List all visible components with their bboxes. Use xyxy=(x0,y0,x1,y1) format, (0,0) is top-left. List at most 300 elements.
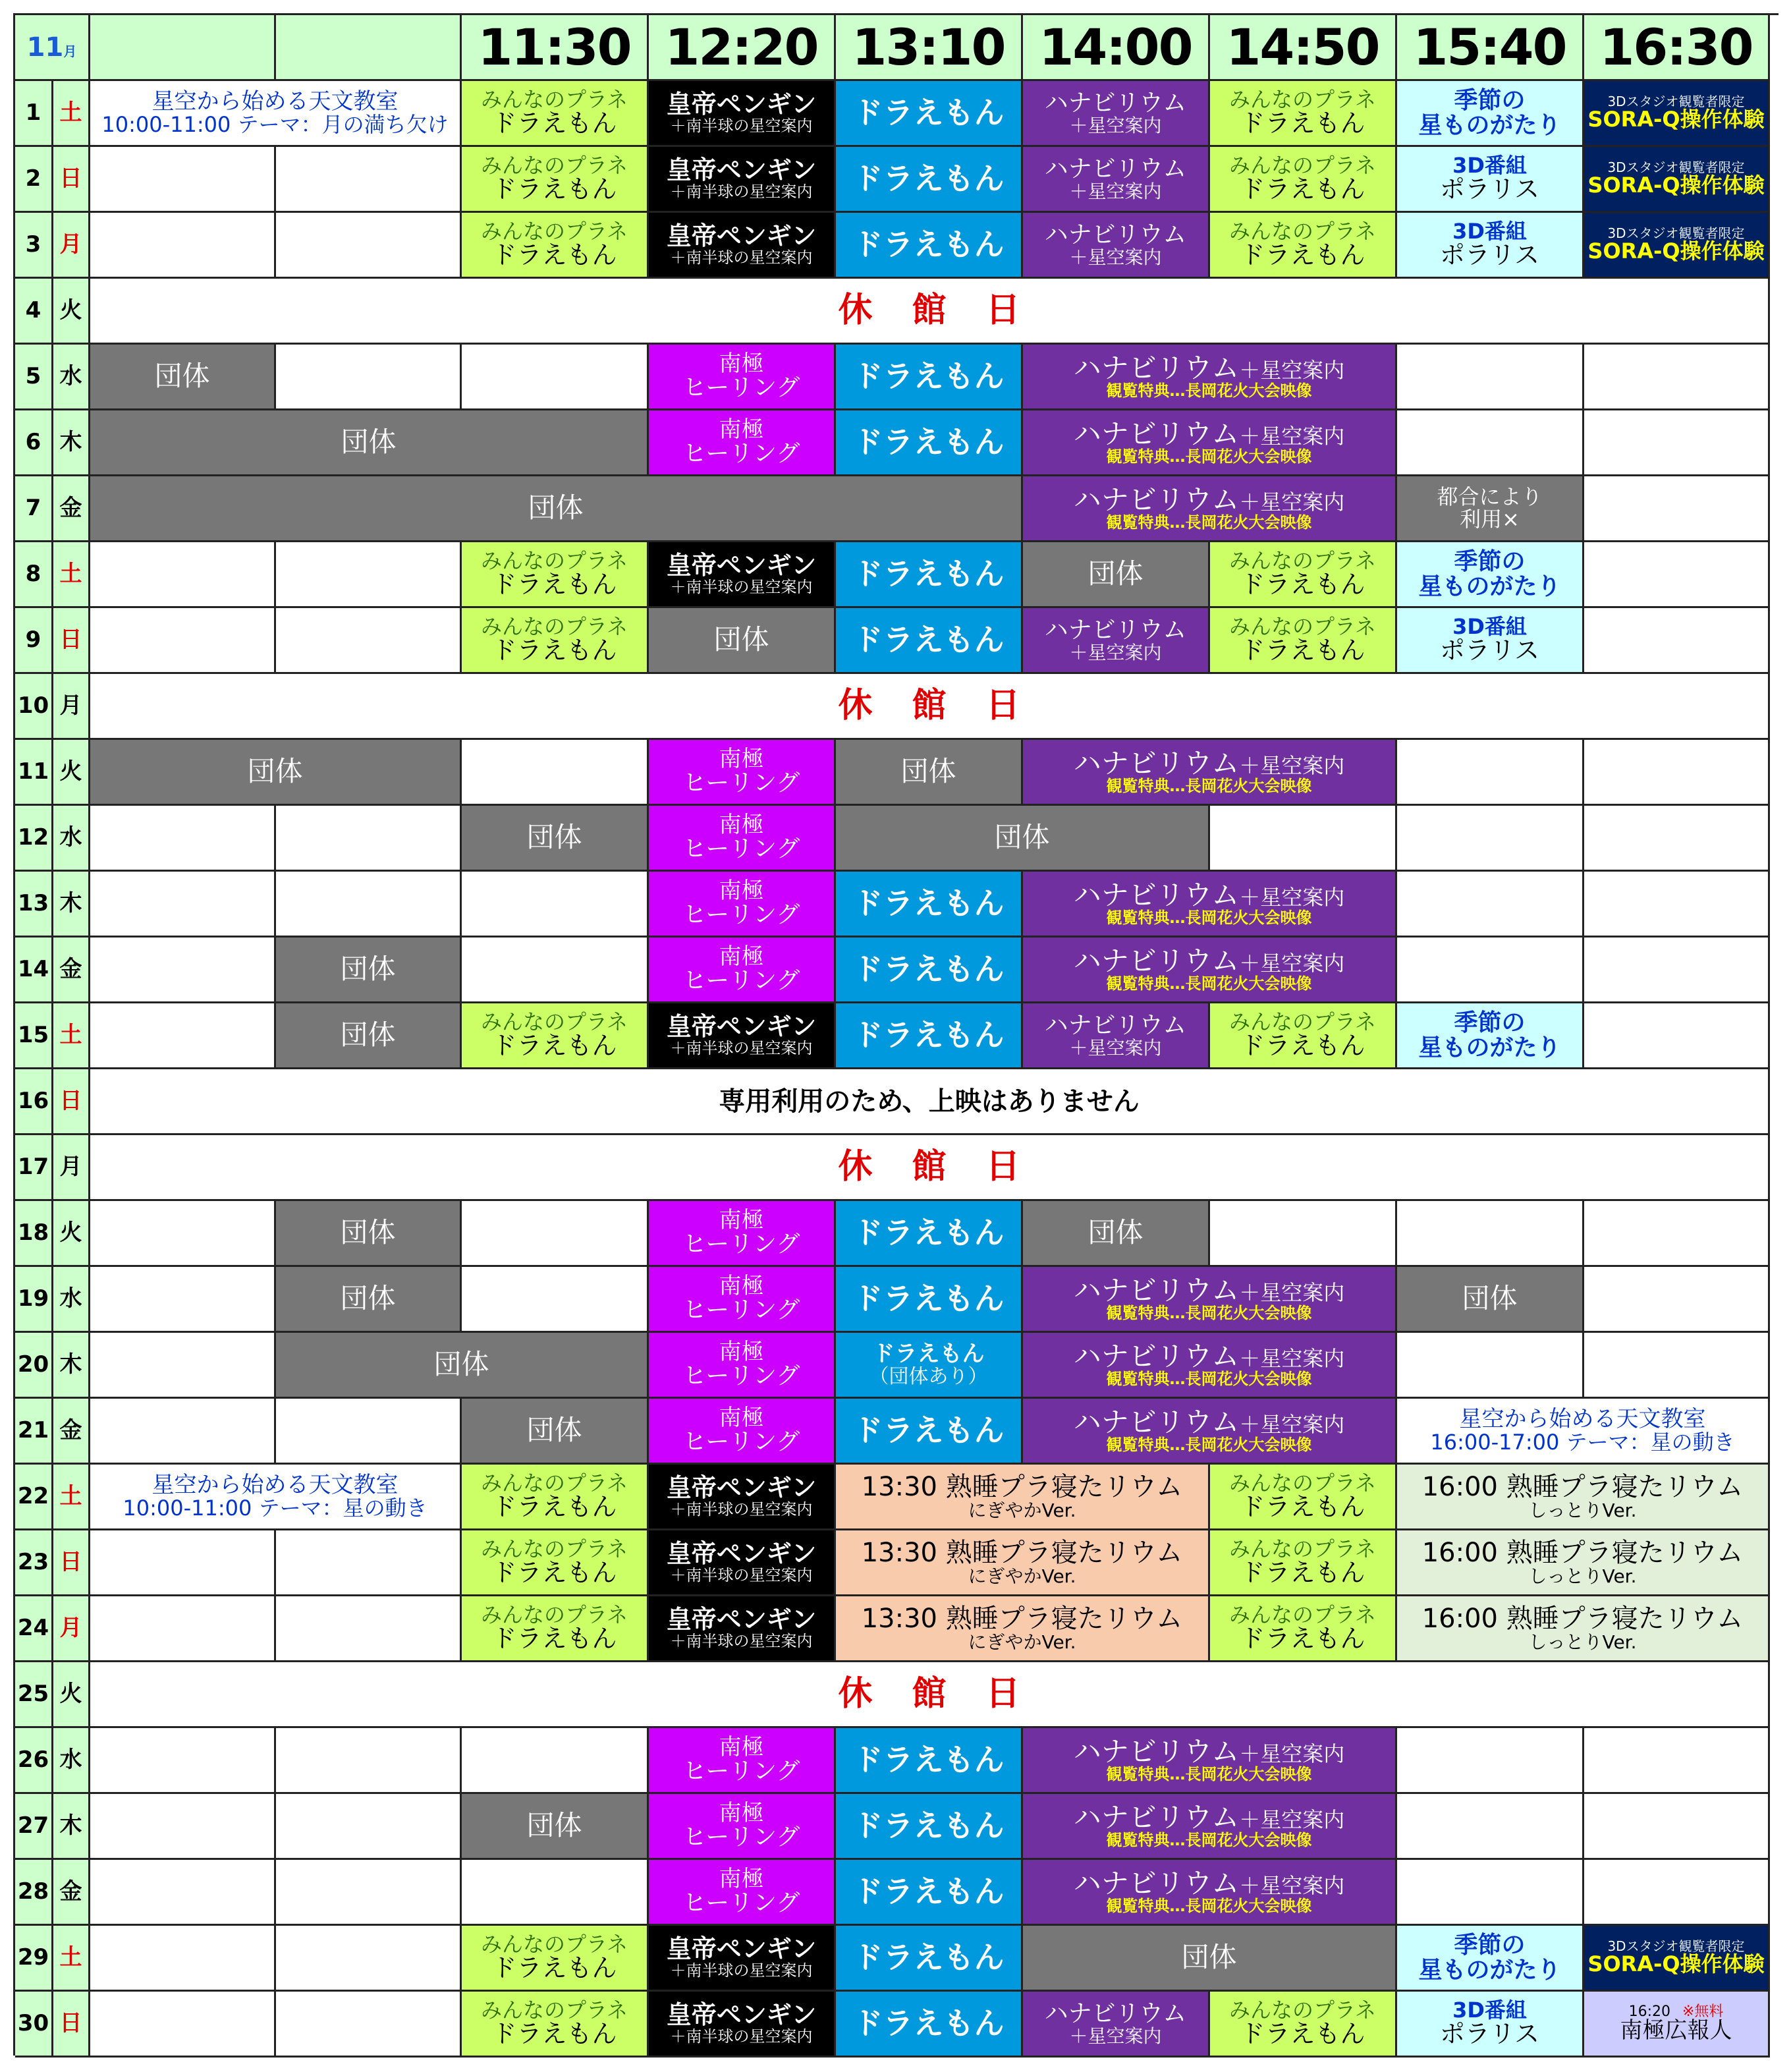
program-title: 3D番組 xyxy=(1452,152,1527,178)
program-title: ドラえもん xyxy=(852,424,1005,461)
program-hana-wide xyxy=(1023,1399,1397,1465)
program-group: 団体 xyxy=(1023,542,1210,608)
empty-slot xyxy=(90,1596,276,1662)
program-subtitle: 16:00-17:00 テーマ：星の動き xyxy=(1430,1429,1735,1455)
month-header xyxy=(15,15,90,81)
program-hana xyxy=(1023,213,1210,279)
program-title: 皇帝ペンギン xyxy=(666,1604,817,1634)
day-number: 6 xyxy=(15,410,53,476)
program-title: 皇帝ペンギン xyxy=(666,1011,817,1041)
program-subtitle: 星ものがたり xyxy=(1418,573,1561,600)
program-subtitle: ポラリス xyxy=(1439,636,1540,665)
program-subtitle: ＋南半球の星空案内 xyxy=(670,116,813,135)
program-emperor xyxy=(649,542,836,608)
program-hana-wide xyxy=(1023,872,1397,938)
day-number: 28 xyxy=(15,1860,53,1926)
weekday: 土 xyxy=(53,1926,90,1992)
program-title: 13:30 熟睡プラ寝たリウム xyxy=(861,1537,1183,1568)
program-group: 団体 xyxy=(1023,1201,1210,1267)
program-suimin-a xyxy=(836,1465,1210,1530)
program-suimin-b xyxy=(1397,1596,1770,1662)
weekday: 火 xyxy=(53,1201,90,1267)
program-extra: ＋星空案内 xyxy=(1239,1345,1345,1371)
empty-slot xyxy=(1584,1201,1770,1267)
empty-slot xyxy=(1397,1728,1584,1794)
empty-slot xyxy=(90,938,276,1003)
program-title: みんなのプラネ xyxy=(480,218,628,244)
day-number: 9 xyxy=(15,608,53,674)
program-suimin-a xyxy=(836,1530,1210,1596)
program-title: 16:00 熟睡プラ寝たリウム xyxy=(1421,1537,1744,1568)
day-number: 27 xyxy=(15,1794,53,1860)
program-hana-wide xyxy=(1023,1267,1397,1333)
program-subtitle: ドラえもん xyxy=(491,636,617,665)
program-subtitle: ドラえもん xyxy=(491,1558,617,1588)
day-number: 29 xyxy=(15,1926,53,1992)
program-title: 3Dスタジオ観覧者限定 xyxy=(1607,1938,1745,1955)
program-subtitle: ヒーリング xyxy=(682,1297,800,1324)
empty-slot xyxy=(1584,1860,1770,1926)
program-minna xyxy=(1210,1465,1397,1530)
program-start: 16:20 xyxy=(1628,2003,1670,2021)
program-subtitle: ＋南半球の星空案内 xyxy=(670,577,813,596)
program-nankyoku xyxy=(649,1399,836,1465)
program-title: 皇帝ペンギン xyxy=(666,2000,817,2029)
program-name: ハナビリウム xyxy=(1073,878,1240,911)
program-name: ハナビリウム xyxy=(1073,944,1240,977)
program-nankyoku xyxy=(649,1860,836,1926)
program-title: ハナビリウム xyxy=(1044,89,1187,117)
program-title: みんなのプラネ xyxy=(1228,547,1377,573)
empty-slot xyxy=(1397,345,1584,410)
program-group: 団体 xyxy=(276,1003,462,1069)
program-title: ドラえもん xyxy=(852,95,1005,131)
program-subtitle: ドラえもん xyxy=(1240,1031,1365,1061)
program-extra: ＋星空案内 xyxy=(1239,1279,1345,1305)
program-extra: ＋星空案内 xyxy=(1239,950,1345,976)
empty-slot xyxy=(276,542,462,608)
empty-slot xyxy=(462,938,649,1003)
program-subtitle: ポラリス xyxy=(1439,2019,1540,2049)
program-title: ハナビリウム xyxy=(1044,616,1187,644)
program-title: 南極 xyxy=(719,1404,764,1431)
empty-slot xyxy=(462,740,649,806)
program-emperor xyxy=(649,1596,836,1662)
program-subtitle: SORA-Q操作体験 xyxy=(1587,238,1765,264)
weekday: 木 xyxy=(53,410,90,476)
empty-slot xyxy=(1397,806,1584,872)
program-subtitle: ＋南半球の星空案内 xyxy=(670,1565,813,1584)
day-number: 22 xyxy=(15,1465,53,1530)
program-unavailable xyxy=(1397,476,1584,542)
program-title: 季節の xyxy=(1454,547,1526,575)
empty-slot xyxy=(276,1992,462,2058)
program-minna xyxy=(462,1926,649,1992)
program-subtitle: ヒーリング xyxy=(682,1428,800,1456)
empty-slot xyxy=(1397,1201,1584,1267)
empty-slot xyxy=(276,872,462,938)
program-title: 南極 xyxy=(719,1272,764,1299)
empty-slot xyxy=(276,1530,462,1596)
program-soraq xyxy=(1584,81,1770,147)
empty-slot xyxy=(90,872,276,938)
program-season xyxy=(1397,81,1584,147)
program-dora xyxy=(836,1860,1023,1926)
program-subtitle: ヒーリング xyxy=(682,1362,800,1390)
program-minna xyxy=(1210,213,1397,279)
program-subtitle: ヒーリング xyxy=(682,440,800,468)
program-dora xyxy=(836,1926,1023,1992)
empty-slot xyxy=(462,1201,649,1267)
program-extra: ＋星空案内 xyxy=(1239,1411,1345,1437)
empty-slot xyxy=(276,1728,462,1794)
program-soraq xyxy=(1584,147,1770,213)
program-title: みんなのプラネ xyxy=(1228,1997,1377,2023)
program-extra: ＋星空案内 xyxy=(1239,423,1345,449)
program-hana xyxy=(1023,1992,1210,2058)
program-title: 皇帝ペンギン xyxy=(666,89,817,119)
program-subtitle: ドラえもん xyxy=(491,109,617,138)
program-season xyxy=(1397,542,1584,608)
program-title xyxy=(1073,878,1345,911)
program-title: 皇帝ペンギン xyxy=(666,221,817,250)
program-title: ドラえもん xyxy=(872,1340,985,1367)
day-number: 8 xyxy=(15,542,53,608)
program-title: 南極 xyxy=(719,1799,764,1826)
empty-slot xyxy=(90,1860,276,1926)
day-number: 24 xyxy=(15,1596,53,1662)
program-subtitle: ＋南半球の星空案内 xyxy=(670,1631,813,1650)
program-subtitle: ポラリス xyxy=(1439,240,1540,270)
program-title: 南極 xyxy=(719,1206,764,1233)
empty-slot xyxy=(276,608,462,674)
empty-slot xyxy=(90,1794,276,1860)
program-group: 団体 xyxy=(90,740,462,806)
day-number: 18 xyxy=(15,1201,53,1267)
program-polaris xyxy=(1397,147,1584,213)
program-nankyoku xyxy=(649,872,836,938)
program-closed: 休館日 xyxy=(90,1662,1770,1728)
empty-slot xyxy=(1397,1333,1584,1399)
program-minna xyxy=(462,542,649,608)
program-minna xyxy=(462,147,649,213)
program-subtitle: 星ものがたり xyxy=(1418,1956,1561,1984)
program-subtitle: ヒーリング xyxy=(682,967,800,995)
weekday: 日 xyxy=(53,1530,90,1596)
program-subtitle: ドラえもん xyxy=(1240,240,1365,270)
weekday: 金 xyxy=(53,476,90,542)
program-soraq xyxy=(1584,1926,1770,1992)
time-header: 12:20 xyxy=(649,15,836,81)
program-title: 南極広報人 xyxy=(1620,2017,1732,2044)
program-minna xyxy=(1210,147,1397,213)
program-group: 団体 xyxy=(1023,1926,1397,1992)
empty-slot xyxy=(1584,1003,1770,1069)
program-group: 団体 xyxy=(276,938,462,1003)
empty-slot xyxy=(276,213,462,279)
program-hana xyxy=(1023,608,1210,674)
program-title xyxy=(1073,1866,1345,1899)
weekday: 日 xyxy=(53,1992,90,2058)
empty-slot xyxy=(90,1003,276,1069)
day-number: 16 xyxy=(15,1069,53,1135)
program-nankyoku xyxy=(649,938,836,1003)
program-minna xyxy=(462,1596,649,1662)
time-header: 13:10 xyxy=(836,15,1023,81)
program-name: ハナビリウム xyxy=(1073,1274,1240,1306)
program-nankyoku xyxy=(649,345,836,410)
empty-slot xyxy=(1584,1333,1770,1399)
program-nankyoku xyxy=(649,1333,836,1399)
day-number: 1 xyxy=(15,81,53,147)
program-subtitle: ドラえもん xyxy=(1240,109,1365,138)
empty-slot xyxy=(1397,1860,1584,1926)
program-subtitle: にぎやかVer. xyxy=(968,1631,1076,1653)
empty-slot xyxy=(90,1530,276,1596)
program-title: 3D番組 xyxy=(1452,218,1527,244)
program-extra: ＋星空案内 xyxy=(1239,752,1345,778)
program-minna xyxy=(462,1465,649,1530)
weekday: 水 xyxy=(53,345,90,410)
program-hana xyxy=(1023,1003,1210,1069)
program-hana-wide xyxy=(1023,1728,1397,1794)
program-subtitle: 10:00-11:00 テーマ：星の動き xyxy=(123,1495,427,1521)
program-title: ドラえもん xyxy=(852,1808,1005,1844)
program-title: 皇帝ペンギン xyxy=(666,1934,817,1963)
empty-slot xyxy=(1584,476,1770,542)
day-number: 11 xyxy=(15,740,53,806)
program-dora xyxy=(836,608,1023,674)
program-subtitle: ＋星空案内 xyxy=(1069,641,1162,663)
program-group: 団体 xyxy=(649,608,836,674)
empty-slot xyxy=(1397,938,1584,1003)
empty-slot xyxy=(90,806,276,872)
program-title: みんなのプラネ xyxy=(480,613,628,639)
program-dora xyxy=(836,410,1023,476)
program-group: 団体 xyxy=(276,1333,649,1399)
program-minna xyxy=(462,213,649,279)
empty-slot xyxy=(1584,410,1770,476)
program-title: ハナビリウム xyxy=(1044,2000,1187,2027)
empty-slot xyxy=(1584,938,1770,1003)
program-bonus: 観覧特典…長岡花火大会映像 xyxy=(1106,1830,1312,1849)
day-number: 5 xyxy=(15,345,53,410)
program-extra: ＋星空案内 xyxy=(1239,357,1345,383)
program-title xyxy=(1073,417,1345,450)
program-minna xyxy=(1210,1992,1397,2058)
weekday: 水 xyxy=(53,1267,90,1333)
program-dora xyxy=(836,542,1023,608)
program-subtitle: ドラえもん xyxy=(1240,1558,1365,1588)
program-minna xyxy=(462,1992,649,2058)
program-title: みんなのプラネ xyxy=(1228,1536,1377,1561)
program-subtitle: ヒーリング xyxy=(682,1231,800,1258)
program-title: ドラえもん xyxy=(852,556,1005,592)
program-group: 団体 xyxy=(276,1201,462,1267)
day-number: 20 xyxy=(15,1333,53,1399)
program-title: ドラえもん xyxy=(852,358,1005,395)
empty-slot xyxy=(1584,740,1770,806)
program-title: 皇帝ペンギン xyxy=(666,155,817,184)
weekday: 金 xyxy=(53,1860,90,1926)
empty-slot xyxy=(276,345,462,410)
empty-slot xyxy=(1584,1267,1770,1333)
program-suimin-b xyxy=(1397,1465,1770,1530)
program-minna xyxy=(1210,81,1397,147)
day-number: 23 xyxy=(15,1530,53,1596)
program-title: ハナビリウム xyxy=(1044,221,1187,248)
program-hana-wide xyxy=(1023,1333,1397,1399)
program-title: みんなのプラネ xyxy=(480,1997,628,2023)
program-title: ドラえもん xyxy=(852,622,1005,658)
program-title: ハナビリウム xyxy=(1044,1011,1187,1039)
program-subtitle: ヒーリング xyxy=(682,1824,800,1851)
program-dora xyxy=(836,1728,1023,1794)
program-title: 季節の xyxy=(1454,86,1526,114)
program-title: 3Dスタジオ観覧者限定 xyxy=(1607,159,1745,176)
program-nankyoku xyxy=(649,1201,836,1267)
empty-slot xyxy=(90,1926,276,1992)
program-title: 季節の xyxy=(1454,1009,1526,1036)
program-group: 団体 xyxy=(462,1794,649,1860)
program-name: ハナビリウム xyxy=(1073,1735,1240,1768)
time-header: 15:40 xyxy=(1397,15,1584,81)
weekday: 土 xyxy=(53,1465,90,1530)
program-title: 星空から始める天文教室 xyxy=(152,88,399,115)
program-emperor xyxy=(649,1530,836,1596)
program-nankyoku xyxy=(649,806,836,872)
program-title xyxy=(1074,1737,1345,1766)
program-title: みんなのプラネ xyxy=(480,547,628,573)
program-title: ドラえもん xyxy=(852,1215,1005,1251)
program-subtitle: 星ものがたり xyxy=(1418,1034,1561,1061)
empty-slot xyxy=(90,542,276,608)
program-class-star-pm xyxy=(1397,1399,1770,1465)
day-number: 25 xyxy=(15,1662,53,1728)
program-subtitle: ヒーリング xyxy=(682,374,800,402)
program-title: 南極 xyxy=(719,811,764,838)
program-suimin-a xyxy=(836,1596,1210,1662)
program-title: 3D番組 xyxy=(1452,613,1527,639)
time-header: 14:50 xyxy=(1210,15,1397,81)
weekday: 月 xyxy=(53,1135,90,1201)
program-emperor xyxy=(649,1003,836,1069)
program-title: みんなのプラネ xyxy=(1228,1470,1377,1496)
weekday: 木 xyxy=(53,1794,90,1860)
program-subtitle: ドラえもん xyxy=(491,175,617,204)
program-emperor xyxy=(649,1992,836,2058)
empty-slot xyxy=(90,147,276,213)
program-title xyxy=(1073,746,1345,779)
program-dora xyxy=(836,1992,1023,2058)
program-title: 南極 xyxy=(719,1733,764,1760)
empty-slot xyxy=(1397,1794,1584,1860)
program-subtitle: にぎやかVer. xyxy=(968,1565,1076,1587)
empty-slot xyxy=(276,1926,462,1992)
program-dora-group xyxy=(836,1333,1023,1399)
program-subtitle: ドラえもん xyxy=(491,2019,617,2049)
program-title: ドラえもん xyxy=(852,1742,1005,1778)
program-minna xyxy=(462,1003,649,1069)
program-subtitle: ポラリス xyxy=(1439,175,1540,204)
program-title: みんなのプラネ xyxy=(1228,86,1377,112)
program-title xyxy=(1073,1339,1345,1372)
program-dora xyxy=(836,1003,1023,1069)
program-title: 星空から始める天文教室 xyxy=(152,1471,399,1498)
program-season xyxy=(1397,1926,1584,1992)
program-title: 南極 xyxy=(719,877,764,904)
program-hana-wide xyxy=(1023,938,1397,1003)
program-title xyxy=(1074,1803,1345,1832)
program-season xyxy=(1397,1003,1584,1069)
day-number: 2 xyxy=(15,147,53,213)
program-subtitle: ＋南半球の星空案内 xyxy=(670,1499,813,1519)
program-title: 南極 xyxy=(719,1338,764,1365)
weekday: 火 xyxy=(53,740,90,806)
program-minna xyxy=(1210,608,1397,674)
program-bonus: 観覧特典…長岡花火大会映像 xyxy=(1106,447,1312,466)
program-extra: ＋星空案内 xyxy=(1239,1872,1345,1898)
header-blank-1 xyxy=(90,15,276,81)
program-name: ハナビリウム xyxy=(1073,351,1240,384)
program-subtitle: ＋南半球の星空案内 xyxy=(670,248,813,267)
program-subtitle: ＋南半球の星空案内 xyxy=(670,1038,813,1057)
program-hana-wide xyxy=(1023,740,1397,806)
program-dora xyxy=(836,938,1023,1003)
program-subtitle: ＋南半球の星空案内 xyxy=(670,182,813,201)
empty-slot xyxy=(276,806,462,872)
program-subtitle: ドラえもん xyxy=(1240,1624,1365,1654)
program-title: みんなのプラネ xyxy=(480,1931,628,1957)
program-dora xyxy=(836,345,1023,410)
program-title: 星空から始める天文教室 xyxy=(1459,1405,1706,1432)
program-nankyoku xyxy=(649,1794,836,1860)
program-bonus: 観覧特典…長岡花火大会映像 xyxy=(1106,381,1312,400)
program-subtitle: ヒーリング xyxy=(682,1890,800,1917)
weekday: 月 xyxy=(53,1596,90,1662)
empty-slot xyxy=(462,1728,649,1794)
program-bonus: 観覧特典…長岡花火大会映像 xyxy=(1106,974,1312,993)
program-group: 団体 xyxy=(90,345,276,410)
empty-slot xyxy=(90,1267,276,1333)
program-title xyxy=(1074,1276,1345,1305)
program-name: ハナビリウム xyxy=(1073,746,1240,779)
program-name: ハナビリウム xyxy=(1073,1801,1240,1834)
empty-slot xyxy=(1584,608,1770,674)
program-title xyxy=(1073,944,1345,977)
program-name: ハナビリウム xyxy=(1073,1405,1240,1438)
program-group: 団体 xyxy=(90,476,1023,542)
program-nankyoku xyxy=(649,1267,836,1333)
program-subtitle: ヒーリング xyxy=(682,901,800,929)
program-subtitle: （団体あり） xyxy=(869,1364,988,1388)
day-number: 30 xyxy=(15,1992,53,2058)
program-subtitle: しっとりVer. xyxy=(1528,1631,1637,1653)
program-hana-wide xyxy=(1023,1860,1397,1926)
program-closed: 休館日 xyxy=(90,674,1770,740)
program-title xyxy=(1073,1405,1345,1438)
program-soraq xyxy=(1584,213,1770,279)
day-number: 4 xyxy=(15,279,53,345)
program-title: 南極 xyxy=(719,745,764,772)
empty-slot xyxy=(1397,872,1584,938)
empty-slot xyxy=(276,1596,462,1662)
program-bonus: 観覧特典…長岡花火大会映像 xyxy=(1106,1435,1312,1454)
program-title: 南極 xyxy=(719,416,764,443)
empty-slot xyxy=(276,1860,462,1926)
empty-slot xyxy=(1584,542,1770,608)
program-title: ドラえもん xyxy=(852,951,1005,988)
